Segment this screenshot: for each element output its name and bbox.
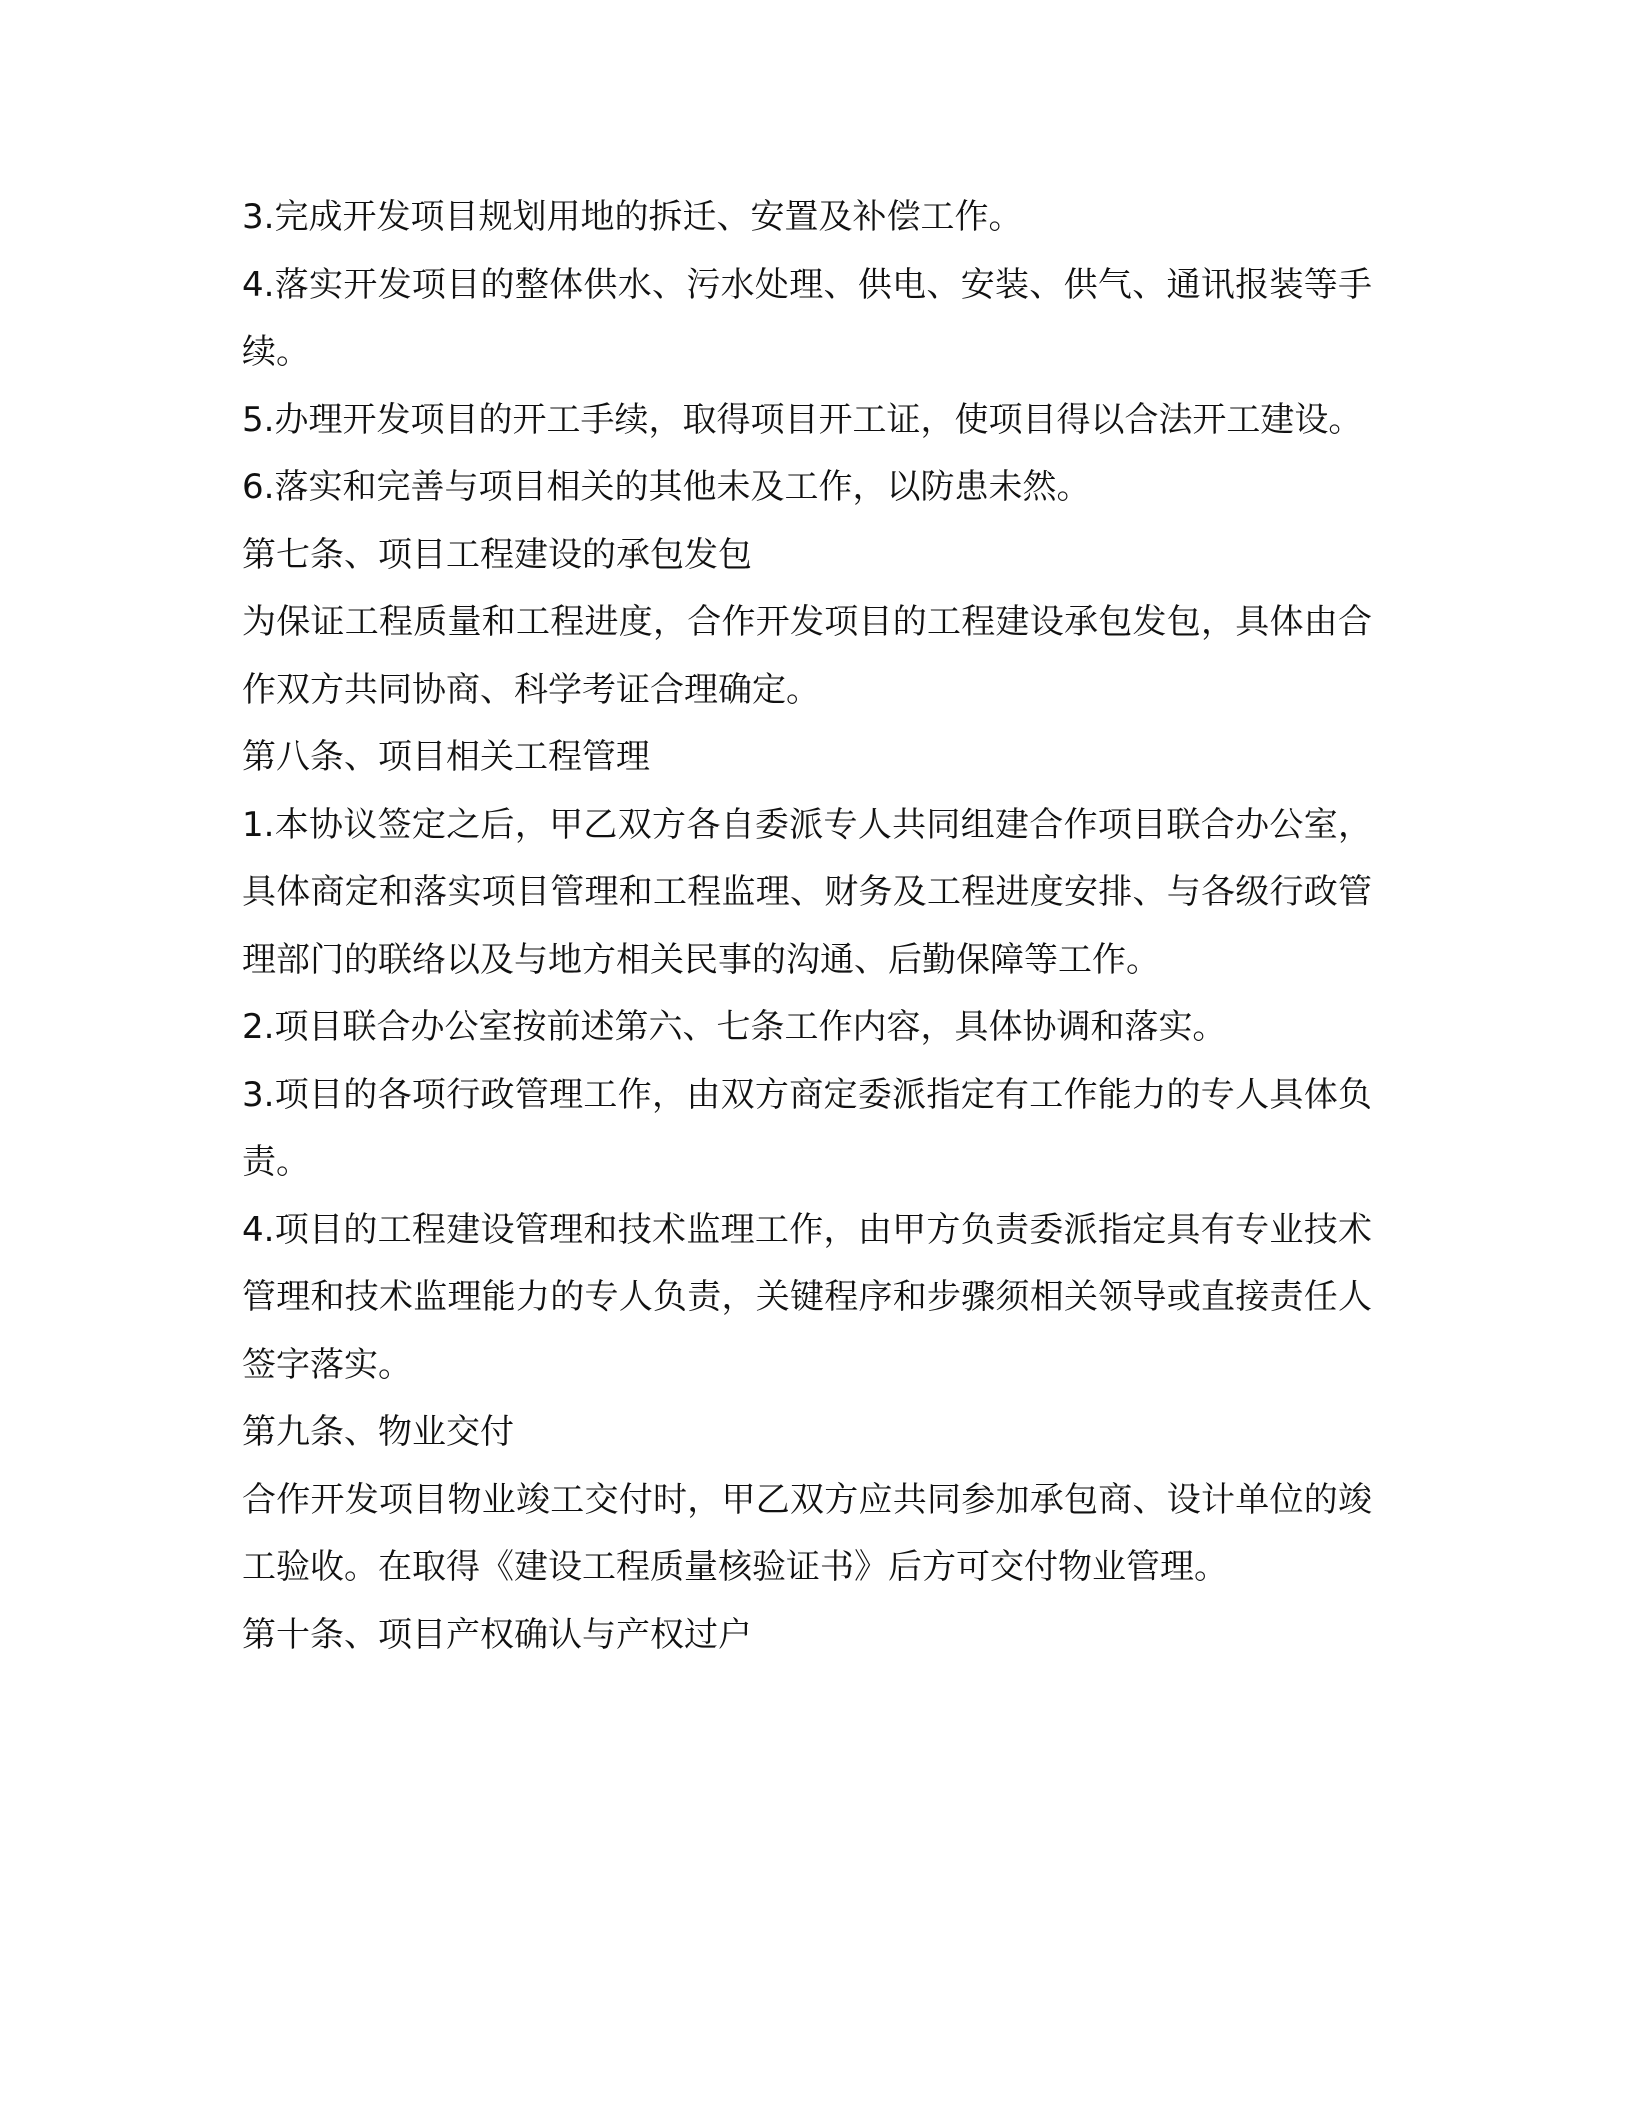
- article-9-body: 合作开发项目物业竣工交付时，甲乙双方应共同参加承包商、设计单位的竣工验收。在取得《建设工程质量核验证书》后方可交付物业管理。: [242, 1479, 1372, 1587]
- article-8-item-1: 1.本协议签定之后，甲乙双方各自委派专人共同组建合作项目联合办公室，具体商定和落实项目管理和工程监理、财务及工程进度安排、与各级行政管理部门的联络以及与地方相关民事的沟通、后勤保障等工作。: [242, 804, 1372, 980]
- article-9-heading: 第九条、物业交付: [242, 1412, 514, 1452]
- article-7-body: 为保证工程质量和工程进度，合作开发项目的工程建设承包发包，具体由合作双方共同协商、科学考证合理确定。: [242, 602, 1372, 710]
- item-6-other-work: 6.落实和完善与项目相关的其他未及工作，以防患未然。: [242, 467, 1091, 507]
- article-8-item-2: 2.项目联合办公室按前述第六、七条工作内容，具体协调和落实。: [242, 1007, 1227, 1047]
- item-3-demolition-resettlement: 3.完成开发项目规划用地的拆迁、安置及补偿工作。: [242, 197, 1023, 237]
- article-8-item-4: 4.项目的工程建设管理和技术监理工作，由甲方负责委派指定具有专业技术管理和技术监理能力的专人负责，关键程序和步骤须相关领导或直接责任人签字落实。: [242, 1209, 1372, 1385]
- item-4-utilities-procedures: 4.落实开发项目的整体供水、污水处理、供电、安装、供气、通讯报装等手续。: [242, 264, 1372, 372]
- article-8-heading: 第八条、项目相关工程管理: [242, 737, 650, 777]
- document-page: [242, 184, 1372, 1669]
- article-8-item-3: 3.项目的各项行政管理工作，由双方商定委派指定有工作能力的专人具体负责。: [242, 1074, 1372, 1182]
- article-10-heading: 第十条、项目产权确认与产权过户: [242, 1614, 752, 1655]
- article-7-heading: 第七条、项目工程建设的承包发包: [242, 534, 752, 575]
- item-5-construction-permit: 5.办理开发项目的开工手续，取得项目开工证，使项目得以合法开工建设。: [242, 399, 1363, 440]
